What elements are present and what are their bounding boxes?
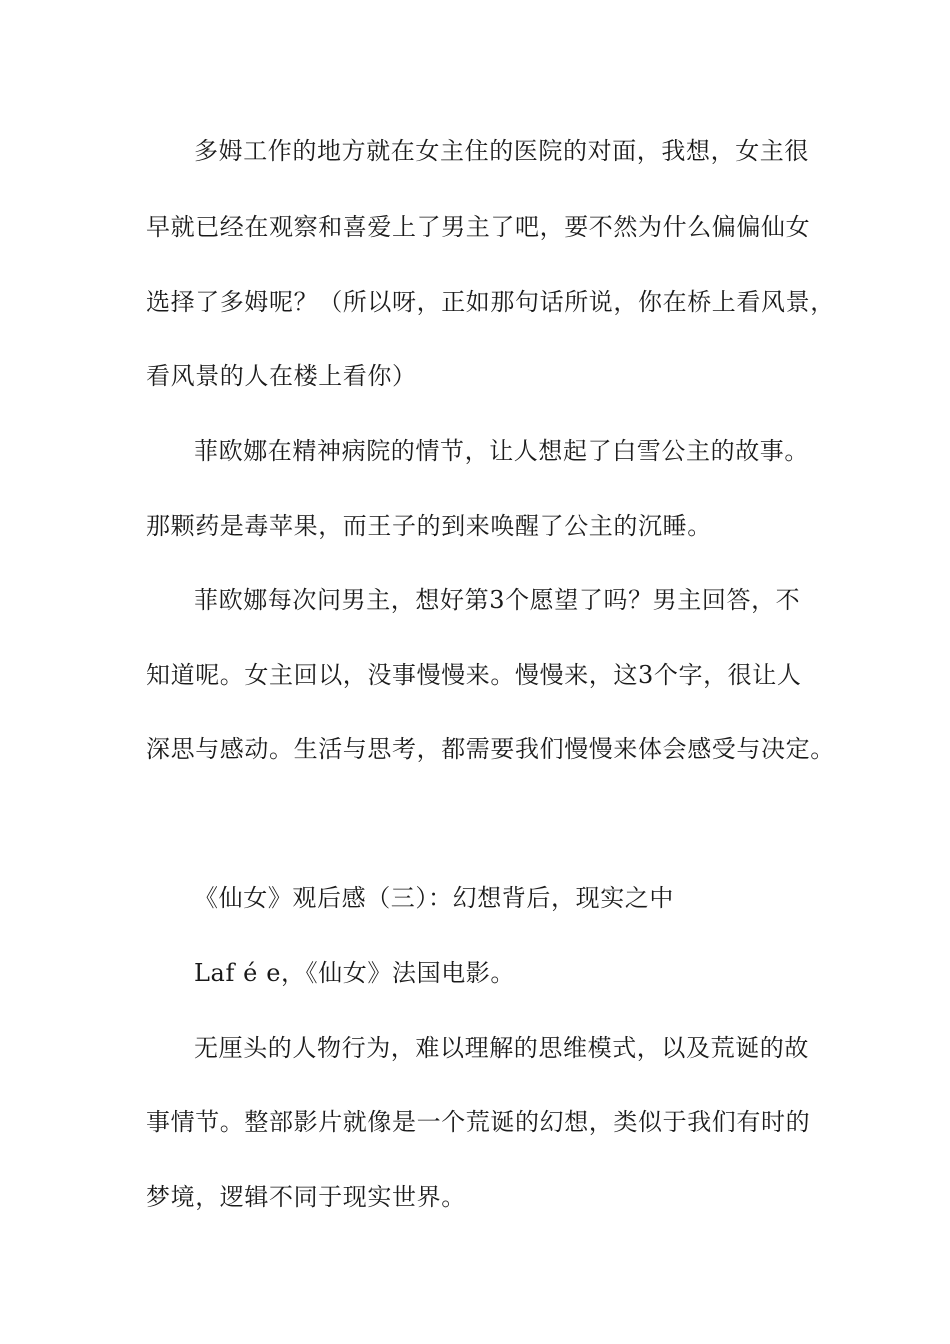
paragraph-line: 早就已经在观察和喜爱上了男主了吧，要不然为什么偏偏仙女 [146,213,811,241]
paragraph-line: Laf é e，《仙女》法国电影。 [194,959,515,987]
paragraph-line: 看风景的人在楼上看你） [146,362,417,390]
section-heading: 《仙女》观后感（三）：幻想背后，现实之中 [194,884,674,912]
paragraph-line: 选择了多姆呢？（所以呀，正如那句话所说，你在桥上看风景， [146,288,835,316]
paragraph-line: 多姆工作的地方就在女主住的医院的对面，我想，女主很 [194,137,809,165]
paragraph-line: 知道呢。女主回以，没事慢慢来。慢慢来，这3个字，很让人 [146,661,802,689]
paragraph-line: 那颗药是毒苹果，而王子的到来唤醒了公主的沉睡。 [146,512,712,540]
paragraph-line: 无厘头的人物行为，难以理解的思维模式，以及荒诞的故 [194,1034,809,1062]
paragraph-line: 菲欧娜每次问男主，想好第3个愿望了吗？男主回答，不 [194,586,801,614]
paragraph-line: 深思与感动。生活与思考，都需要我们慢慢来体会感受与决定。 [146,735,835,763]
paragraph-line: 菲欧娜在精神病院的情节，让人想起了白雪公主的故事。 [194,437,809,465]
paragraph-line: 梦境，逻辑不同于现实世界。 [146,1183,466,1211]
paragraph-line: 事情节。整部影片就像是一个荒诞的幻想，类似于我们有时的 [146,1108,811,1136]
